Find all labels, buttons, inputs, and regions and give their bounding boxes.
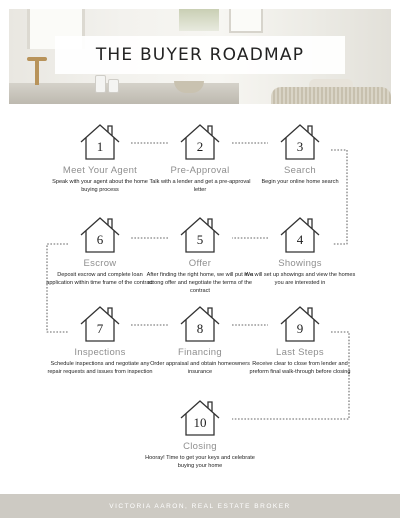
step-title: Showings (278, 258, 322, 269)
step-number: 2 (196, 139, 204, 154)
step-title: Search (284, 165, 316, 176)
step-number: 6 (96, 232, 104, 247)
step-title: Escrow (83, 258, 117, 269)
step-number: 10 (193, 415, 207, 430)
step-4 (240, 215, 360, 287)
step-number: 1 (96, 139, 104, 154)
step-description: Talk with a lender and get a pre-approval letter (149, 179, 251, 193)
page-title: THE BUYER ROADMAP (95, 45, 305, 65)
step-description: Speak with your agent about the home buying process (52, 179, 148, 193)
step-number: 5 (196, 232, 204, 247)
step-number: 8 (196, 321, 204, 336)
step-description: Deposit escrow and complete loan application within time frame of the contract (46, 272, 154, 286)
step-number: 7 (96, 321, 104, 336)
step-title: Offer (188, 258, 212, 269)
step-description: Schedule inspections and negotiate any repair requests and issues from inspection (47, 361, 153, 375)
step-9 (240, 304, 360, 376)
step-title: Meet Your Agent (62, 165, 138, 176)
step-title: Last Steps (276, 347, 324, 358)
step-number: 4 (296, 232, 304, 247)
broker-name: VICTORIA AARON, REAL ESTATE BROKER (109, 502, 291, 510)
step-3 (240, 122, 360, 186)
step-title: Financing (178, 347, 222, 358)
step-description: Order appraisal and obtain homeowners insurance (150, 361, 250, 375)
step-title: Inspections (74, 347, 126, 358)
step-number: 3 (296, 139, 304, 154)
step-description: After finding the right home, we will put in a strong offer and negotiate the terms of the contract (146, 272, 254, 294)
step-description: Hooray! Time to get your keys and celebrate buying your home (145, 455, 255, 469)
step-title: Closing (183, 441, 217, 452)
step-title: Pre-Approval (170, 165, 230, 176)
step-number: 9 (296, 321, 304, 336)
step-10 (140, 398, 260, 470)
step-description: We will set up showings and view the homes you are interested in (244, 272, 356, 286)
step-description: Begin your online home search (261, 179, 339, 185)
step-description: Receive clear to close from lender and preform final walk-through before closing (249, 361, 351, 375)
footer-bar (0, 494, 400, 518)
